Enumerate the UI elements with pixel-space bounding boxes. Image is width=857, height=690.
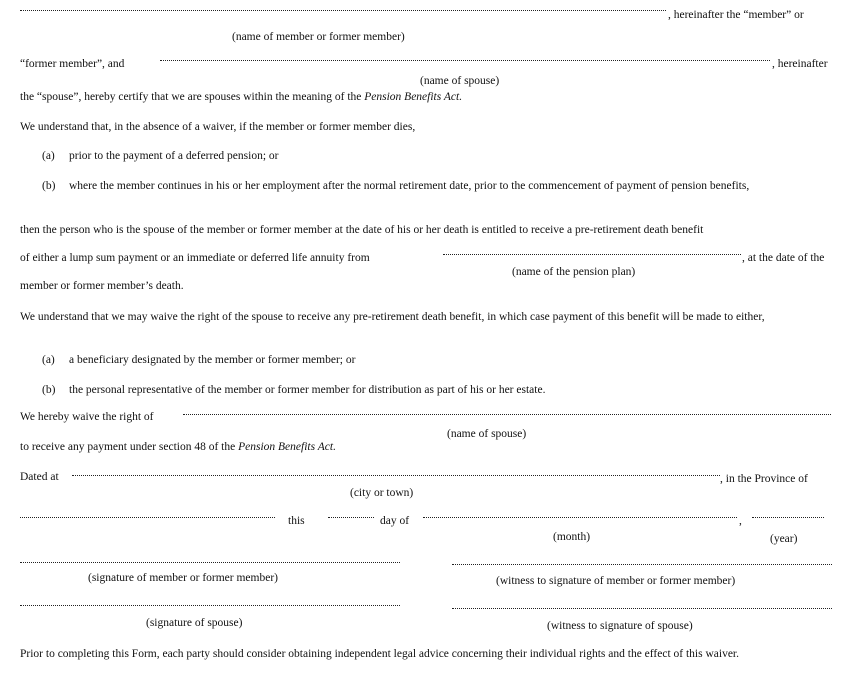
waive-spouse-caption: (name of spouse) bbox=[447, 428, 527, 440]
list-item-label: (b) bbox=[42, 384, 56, 396]
waive-text: We hereby waive the right of bbox=[20, 411, 154, 423]
certify-text bbox=[20, 91, 462, 105]
spouse-name-field[interactable] bbox=[160, 60, 770, 61]
list-item-text: a beneficiary designated by the member or former member; or bbox=[69, 354, 356, 366]
day-field[interactable] bbox=[20, 517, 275, 518]
spouse-line-suffix: , hereinafter bbox=[772, 58, 828, 70]
member-name-field[interactable] bbox=[20, 10, 666, 11]
witness-spouse-signature-field[interactable] bbox=[452, 608, 832, 609]
act-name: Pension Benefits Act. bbox=[364, 91, 463, 103]
section-48-text bbox=[20, 441, 336, 455]
understand-paragraph-2: We understand that we may waive the right of the spouse to receive any pre-retirement death benefit, in which case payment of this benefit will be made to either, bbox=[20, 311, 765, 323]
witness-member-caption: (witness to signature of member or former member) bbox=[496, 575, 736, 587]
month-caption: (month) bbox=[553, 531, 591, 543]
year-caption: (year) bbox=[770, 533, 798, 545]
section-48-statement: to receive any payment under section 48 of the bbox=[20, 441, 236, 453]
list-item-text: the personal representative of the member or former member for distribution as part of his or her estate. bbox=[69, 384, 546, 396]
date-comma: , bbox=[739, 515, 742, 527]
year-field[interactable] bbox=[752, 517, 824, 518]
member-line-suffix: , hereinafter the “member” or bbox=[668, 9, 804, 21]
province-text: , in the Province of bbox=[720, 473, 808, 485]
city-town-field[interactable] bbox=[72, 475, 720, 476]
spouse-signature-field[interactable] bbox=[20, 605, 400, 606]
list-item-label: (b) bbox=[42, 180, 56, 192]
entitlement-text: then the person who is the spouse of the member or former member at the date of his or her death is entitled to receive a pre-retirement death benefit bbox=[20, 224, 704, 236]
list-item-label: (a) bbox=[42, 150, 55, 162]
list-item-label: (a) bbox=[42, 354, 55, 366]
pension-plan-name-field[interactable] bbox=[443, 254, 741, 255]
certify-statement: the “spouse”, hereby certify that we are spouses within the meaning of the bbox=[20, 91, 362, 103]
city-town-caption: (city or town) bbox=[350, 487, 414, 499]
dated-at-label: Dated at bbox=[20, 471, 59, 483]
lump-sum-text: of either a lump sum payment or an immediate or deferred life annuity from bbox=[20, 252, 370, 264]
day-of-label: day of bbox=[380, 515, 410, 527]
member-signature-caption: (signature of member or former member) bbox=[88, 572, 278, 584]
member-signature-field[interactable] bbox=[20, 562, 400, 563]
member-name-caption: (name of member or former member) bbox=[232, 31, 405, 43]
witness-member-signature-field[interactable] bbox=[452, 564, 832, 565]
day-number-field[interactable] bbox=[328, 517, 374, 518]
list-item-text: prior to the payment of a deferred pension; or bbox=[69, 150, 279, 162]
witness-spouse-caption: (witness to signature of spouse) bbox=[547, 620, 693, 632]
this-label: this bbox=[288, 515, 305, 527]
death-date-text: member or former member’s death. bbox=[20, 280, 184, 292]
spouse-signature-caption: (signature of spouse) bbox=[146, 617, 243, 629]
legal-advice-note: Prior to completing this Form, each party should consider obtaining independent legal advice concerning their individual rights and the effect of this waiver. bbox=[20, 648, 739, 660]
list-item-text: where the member continues in his or her employment after the normal retirement date, prior to the commencement of payment of pension benefits, bbox=[69, 180, 750, 192]
understand-paragraph-1: We understand that, in the absence of a waiver, if the member or former member dies, bbox=[20, 121, 416, 133]
waive-spouse-name-field[interactable] bbox=[183, 414, 831, 415]
spouse-name-caption: (name of spouse) bbox=[420, 75, 500, 87]
former-member-label: “former member”, and bbox=[20, 58, 125, 70]
month-field[interactable] bbox=[423, 517, 737, 518]
pension-plan-caption: (name of the pension plan) bbox=[512, 266, 636, 278]
act-name: Pension Benefits Act. bbox=[238, 441, 336, 453]
lump-sum-suffix: , at the date of the bbox=[742, 252, 825, 264]
